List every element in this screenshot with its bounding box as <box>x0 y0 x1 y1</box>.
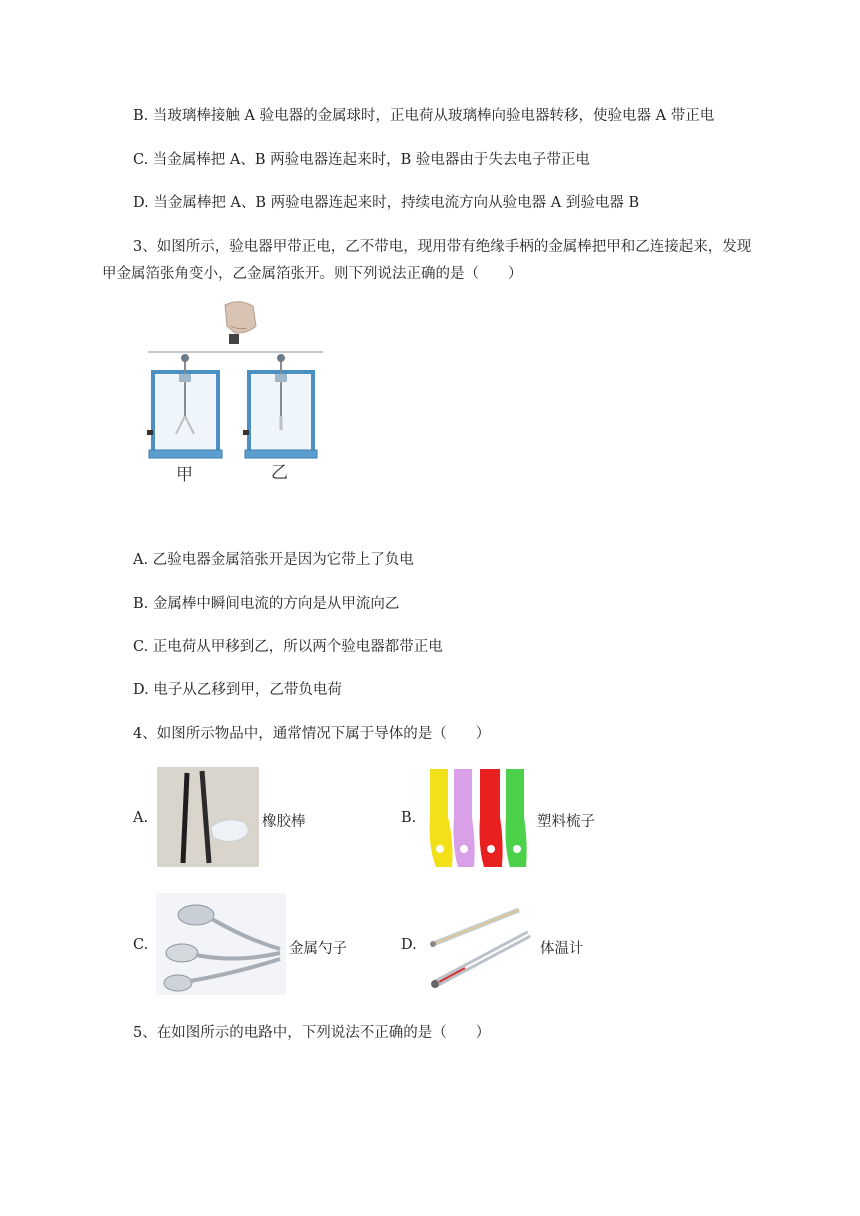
q3-option-b: B. 金属棒中瞬间电流的方向是从甲流向乙 <box>133 596 400 612</box>
q4-option-b-letter: B. <box>401 810 417 826</box>
hand-illustration <box>225 302 256 344</box>
q3-stem-line1: 3、如图所示，验电器甲带正电，乙不带电，现用带有绝缘手柄的金属棒把甲和乙连接起来，发现 <box>133 239 752 255</box>
q4-option-a-letter: A. <box>133 810 149 826</box>
rubber-rod-image <box>157 767 259 867</box>
plastic-comb-image <box>424 767 534 869</box>
q4-stem: 4、如图所示物品中，通常情况下属于导体的是（ ） <box>133 726 491 742</box>
q4-option-b-name: 塑料梳子 <box>537 814 595 830</box>
q4-option-c-letter: C. <box>133 937 149 953</box>
q4-option-a-name: 橡胶棒 <box>262 814 306 830</box>
thermometer-image <box>425 904 537 994</box>
metal-spoon-image <box>156 893 286 995</box>
q3-option-d: D. 电子从乙移到甲，乙带负电荷 <box>133 682 342 698</box>
label-yi: 乙 <box>271 463 288 483</box>
q5-stem: 5、在如图所示的电路中，下列说法不正确的是（ ） <box>133 1025 491 1041</box>
q2-option-b: B. 当玻璃棒接触 A 验电器的金属球时，正电荷从玻璃棒向验电器转移，使验电器 A 带正电 <box>133 108 715 124</box>
q4-option-d-letter: D. <box>401 937 417 953</box>
electroscope-yi <box>243 354 317 458</box>
q3-stem-line2: 甲金属箔张角变小，乙金属箔张开。则下列说法正确的是（ ） <box>102 266 523 282</box>
q2-option-c: C. 当金属棒把 A、B 两验电器连起来时，B 验电器由于失去电子带正电 <box>133 152 590 168</box>
q4-option-d-name: 体温计 <box>540 941 584 957</box>
q2-option-d: D. 当金属棒把 A、B 两验电器连起来时，持续电流方向从验电器 A 到验电器 B <box>133 195 640 211</box>
electroscope-illustration <box>143 300 333 490</box>
q4-option-c-name: 金属勺子 <box>289 941 347 957</box>
q3-option-c: C. 正电荷从甲移到乙，所以两个验电器都带正电 <box>133 639 443 655</box>
label-jia: 甲 <box>176 465 193 485</box>
q3-option-a: A. 乙验电器金属箔张开是因为它带上了负电 <box>133 552 414 568</box>
electroscope-jia <box>147 354 222 458</box>
electroscope-figure <box>143 300 333 490</box>
